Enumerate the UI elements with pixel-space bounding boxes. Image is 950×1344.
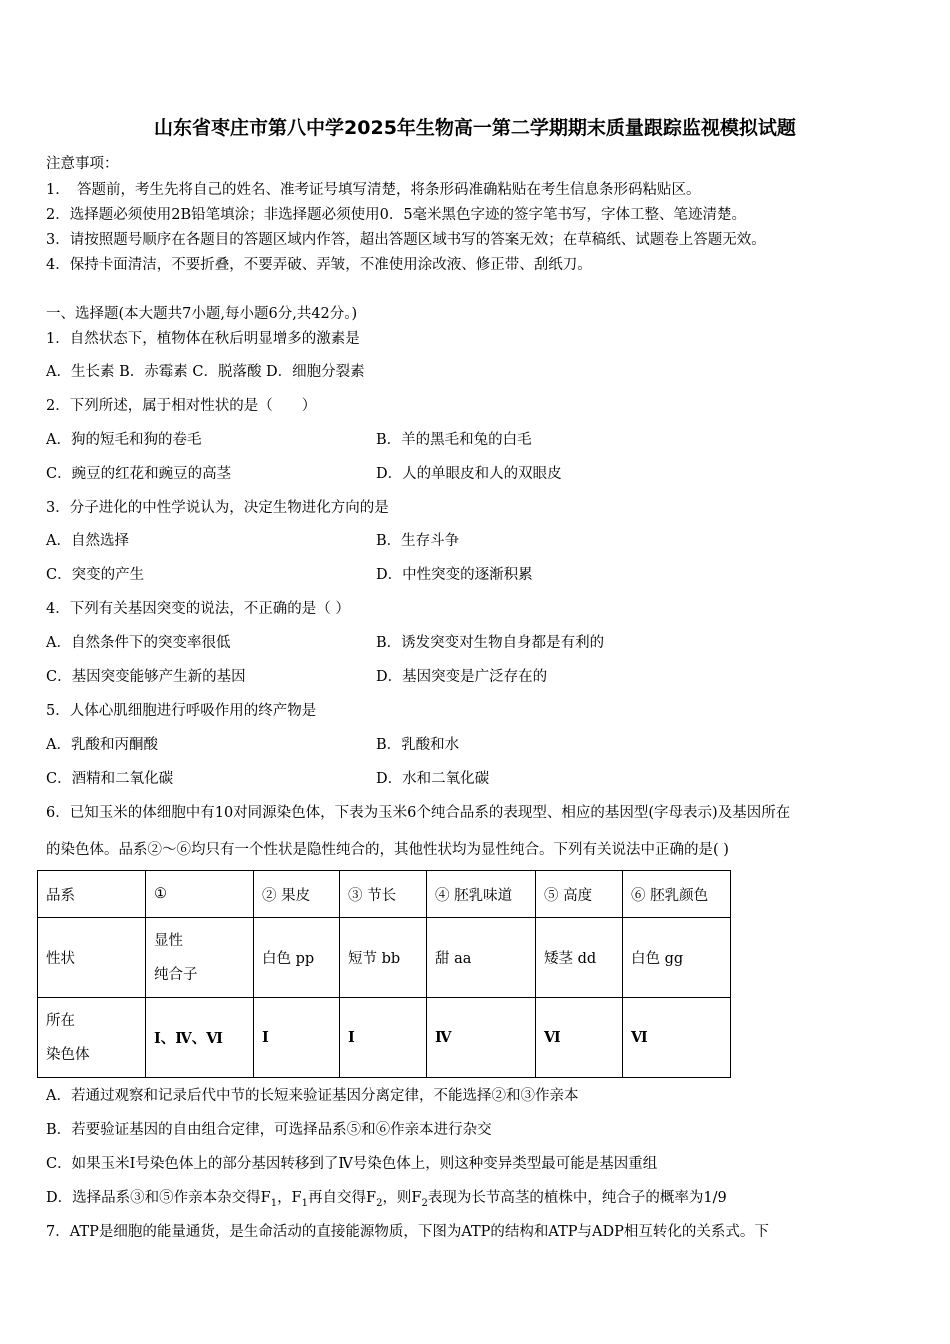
q3-option-d: D．中性突变的逐渐积累 — [376, 567, 533, 583]
table-cell: ⑥ 胚乳颜色 — [623, 871, 731, 918]
q4-option-b: B．诱发突变对生物自身都是有利的 — [376, 635, 605, 651]
q6-genotype-table — [37, 870, 731, 1078]
notice-item-2: 2．选择题必须使用2B铅笔填涂；非选择题必须使用0．5毫米黑色字迹的签字笔书写，字体工整、笔迹清楚。 — [46, 207, 747, 223]
q4-option-c: C．基因突变能够产生新的基因 — [46, 669, 246, 685]
q5-option-c: C．酒精和二氧化碳 — [46, 771, 174, 787]
q5-stem: 5．人体心肌细胞进行呼吸作用的终产物是 — [46, 703, 317, 719]
q3-stem: 3．分子进化的中性学说认为，决定生物进化方向的是 — [46, 500, 389, 516]
table-cell: 矮茎 dd — [536, 918, 623, 998]
section-heading: 一、选择题(本大题共7小题,每小题6分,共42分。) — [46, 306, 358, 322]
table-cell: Ⅵ — [536, 998, 623, 1078]
table-cell-line: 纯合子 — [154, 966, 198, 983]
q1-options: A．生长素 B．赤霉素 C．脱落酸 D．细胞分裂素 — [46, 364, 365, 380]
q5-option-d: D．水和二氧化碳 — [376, 771, 490, 787]
q6-option-d-text: D．选择品系③和⑤作亲本杂交得F — [46, 1190, 271, 1206]
q6-option-c: C．如果玉米Ⅰ号染色体上的部分基因转移到了Ⅳ号染色体上，则这种变异类型最可能是基因重组 — [46, 1156, 658, 1172]
q6-option-d-text: 表现为长节高茎的植株中，纯合子的概率为1/9 — [427, 1190, 727, 1206]
subscript: 2 — [421, 1197, 428, 1209]
table-cell-line: 显性 — [154, 932, 183, 949]
q4-stem: 4．下列有关基因突变的说法，不正确的是（ ） — [46, 601, 350, 617]
table-cell: ⑤ 高度 — [536, 871, 623, 918]
q6-stem-line2: 的染色体。品系②～⑥均只有一个性状是隐性纯合的，其他性状均为显性纯合。下列有关说法中正确的是( ) — [46, 842, 729, 858]
table-cell-line: 所在 — [46, 1012, 75, 1029]
q2-option-d: D．人的单眼皮和人的双眼皮 — [376, 466, 562, 482]
q2-option-c: C．豌豆的红花和豌豆的高茎 — [46, 466, 232, 482]
table-cell: 白色 gg — [623, 918, 731, 998]
q6-option-b: B．若要验证基因的自由组合定律，可选择品系⑤和⑥作亲本进行杂交 — [46, 1122, 492, 1138]
q5-option-a: A．乳酸和丙酮酸 — [46, 737, 158, 753]
notice-item-4: 4．保持卡面清洁，不要折叠，不要弄破、弄皱，不准使用涂改液、修正带、刮纸刀。 — [46, 257, 592, 273]
table-cell-line: 染色体 — [46, 1046, 90, 1063]
table-cell: 短节 bb — [340, 918, 427, 998]
table-cell: Ⅰ — [340, 998, 427, 1078]
table-cell: ③ 节长 — [340, 871, 427, 918]
table-cell — [38, 998, 146, 1078]
table-cell: 性状 — [38, 918, 146, 998]
table-cell: Ⅰ、Ⅳ、Ⅵ — [146, 998, 254, 1078]
table-cell: Ⅳ — [427, 998, 536, 1078]
q4-option-d: D．基因突变是广泛存在的 — [376, 669, 548, 685]
q6-option-d-text: ，则F — [382, 1190, 422, 1206]
table-row — [38, 998, 731, 1078]
table-cell: 甜 aa — [427, 918, 536, 998]
table-cell: Ⅰ — [254, 998, 340, 1078]
table-cell: Ⅵ — [623, 998, 731, 1078]
subscript: 1 — [270, 1197, 278, 1209]
table-cell: ④ 胚乳味道 — [427, 871, 536, 918]
table-cell: ① — [146, 871, 254, 918]
notice-item-3: 3．请按照题号顺序在各题目的答题区域内作答，超出答题区域书写的答案无效；在草稿纸、试题卷上答题无效。 — [46, 232, 766, 248]
q6-option-d — [46, 1186, 727, 1209]
q6-option-d-text: ，F — [277, 1190, 302, 1206]
q2-stem: 2．下列所述，属于相对性状的是（ ） — [46, 398, 317, 414]
q1-stem: 1．自然状态下，植物体在秋后明显增多的激素是 — [46, 331, 360, 347]
subscript: 1 — [301, 1197, 308, 1209]
table-cell — [146, 918, 254, 998]
subscript: 2 — [376, 1197, 383, 1209]
q3-option-c: C．突变的产生 — [46, 567, 145, 583]
table-row — [38, 918, 731, 998]
table-cell: 品系 — [38, 871, 146, 918]
table-cell: 白色 pp — [254, 918, 340, 998]
q7-stem: 7．ATP是细胞的能量通货，是生命活动的直接能源物质，下图为ATP的结构和ATP与ADP相互转化的关系式。下 — [46, 1224, 769, 1240]
notice-item-1: 1． 答题前，考生先将自己的姓名、准考证号填写清楚，将条形码准确粘贴在考生信息条形码粘贴区。 — [46, 182, 701, 198]
q6-stem-line1: 6．已知玉米的体细胞中有10对同源染色体，下表为玉米6个纯合品系的表现型、相应的基因型(字母表示)及基因所在 — [46, 805, 791, 821]
q6-option-a: A．若通过观察和记录后代中节的长短来验证基因分离定律，不能选择②和③作亲本 — [46, 1088, 579, 1104]
q5-option-b: B．乳酸和水 — [376, 737, 460, 753]
table-cell: ② 果皮 — [254, 871, 340, 918]
q3-option-b: B．生存斗争 — [376, 533, 460, 549]
table-row — [38, 871, 731, 918]
q3-option-a: A．自然选择 — [46, 533, 129, 549]
q6-option-d-text: 再自交得F — [308, 1190, 377, 1206]
exam-title: 山东省枣庄市第八中学2025年生物高一第二学期期末质量跟踪监视模拟试题 — [154, 117, 796, 139]
q2-option-a: A．狗的短毛和狗的卷毛 — [46, 432, 202, 448]
q2-option-b: B．羊的黑毛和兔的白毛 — [376, 432, 532, 448]
notice-heading: 注意事项： — [46, 156, 119, 172]
q4-option-a: A．自然条件下的突变率很低 — [46, 635, 231, 651]
